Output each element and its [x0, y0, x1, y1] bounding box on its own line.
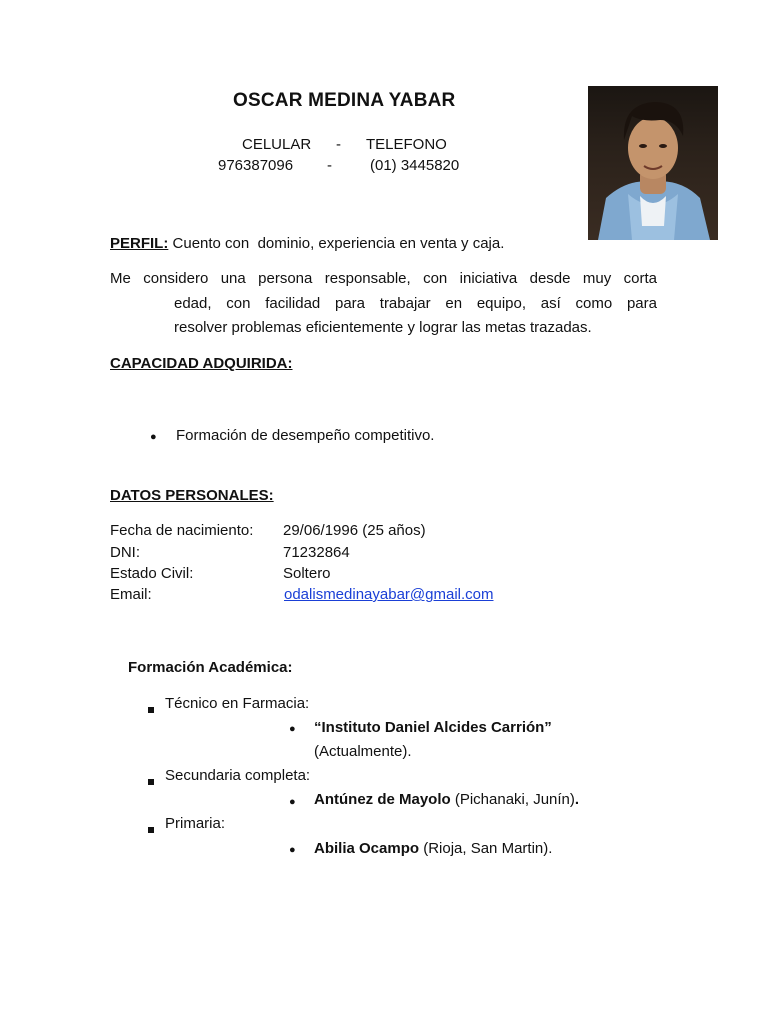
bullet-icon: ● — [289, 723, 296, 735]
secundaria-end: . — [574, 791, 580, 808]
dato-value-estado-civil: Soltero — [283, 565, 331, 582]
candidate-name: OSCAR MEDINA YABAR — [233, 90, 456, 111]
primaria-line — [314, 840, 552, 857]
dato-value-dni: 71232864 — [283, 544, 350, 561]
telefono-value: (01) 3445820 — [370, 157, 460, 174]
formacion-secundaria: Secundaria completa: — [165, 767, 311, 784]
square-bullet-icon — [148, 772, 154, 789]
secundaria-school: Antúnez de Mayolo — [314, 791, 451, 808]
perfil-line — [110, 235, 504, 252]
perfil-text: Cuento con dominio, experiencia en venta y caja. — [172, 235, 505, 252]
secundaria-place: (Pichanaki, Junín) — [450, 791, 575, 808]
perfil-label: PERFIL: — [110, 235, 169, 252]
celular-value: 976387096 — [218, 157, 294, 174]
bullet-icon: ● — [150, 431, 157, 443]
contact-separator: - — [336, 136, 341, 153]
primaria-school: Abilia Ocampo — [314, 840, 420, 857]
dato-label-email: Email: — [110, 586, 152, 603]
perfil-paragraph-line3: resolver problemas eficientemente y lograr las metas trazadas. — [174, 319, 592, 336]
profile-photo — [588, 86, 718, 240]
square-bullet-icon — [148, 820, 154, 837]
bullet-icon: ● — [289, 796, 296, 808]
contact-separator: - — [327, 157, 332, 174]
dato-label-estado-civil: Estado Civil: — [110, 565, 194, 582]
square-bullet-icon — [148, 700, 154, 717]
celular-label: CELULAR — [242, 136, 312, 153]
tecnico-note: (Actualmente). — [314, 743, 412, 760]
dato-label-dni: DNI: — [110, 544, 140, 561]
datos-heading: DATOS PERSONALES: — [110, 487, 274, 504]
capacidad-heading: CAPACIDAD ADQUIRIDA: — [110, 355, 293, 372]
perfil-paragraph-line1: Me considero una persona responsable, con iniciativa desde muy corta — [110, 270, 657, 287]
secundaria-line — [314, 791, 579, 808]
primaria-place: (Rioja, San Martin). — [419, 840, 553, 857]
tecnico-school: “Instituto Daniel Alcides Carrión” — [314, 719, 552, 736]
dato-label-nacimiento: Fecha de nacimiento: — [110, 522, 254, 539]
perfil-paragraph-line2: edad, con facilidad para trabajar en equipo, así como para — [174, 295, 657, 312]
bullet-icon: ● — [289, 844, 296, 856]
formacion-tecnico: Técnico en Farmacia: — [165, 695, 310, 712]
email-link[interactable]: odalismedinayabar@gmail.com — [284, 586, 494, 603]
formacion-heading: Formación Académica: — [128, 659, 293, 676]
telefono-label: TELEFONO — [366, 136, 447, 153]
formacion-primaria: Primaria: — [165, 815, 226, 832]
portrait-illustration — [588, 86, 718, 240]
capacidad-item: Formación de desempeño competitivo. — [176, 427, 435, 444]
dato-value-nacimiento: 29/06/1996 (25 años) — [283, 522, 426, 539]
